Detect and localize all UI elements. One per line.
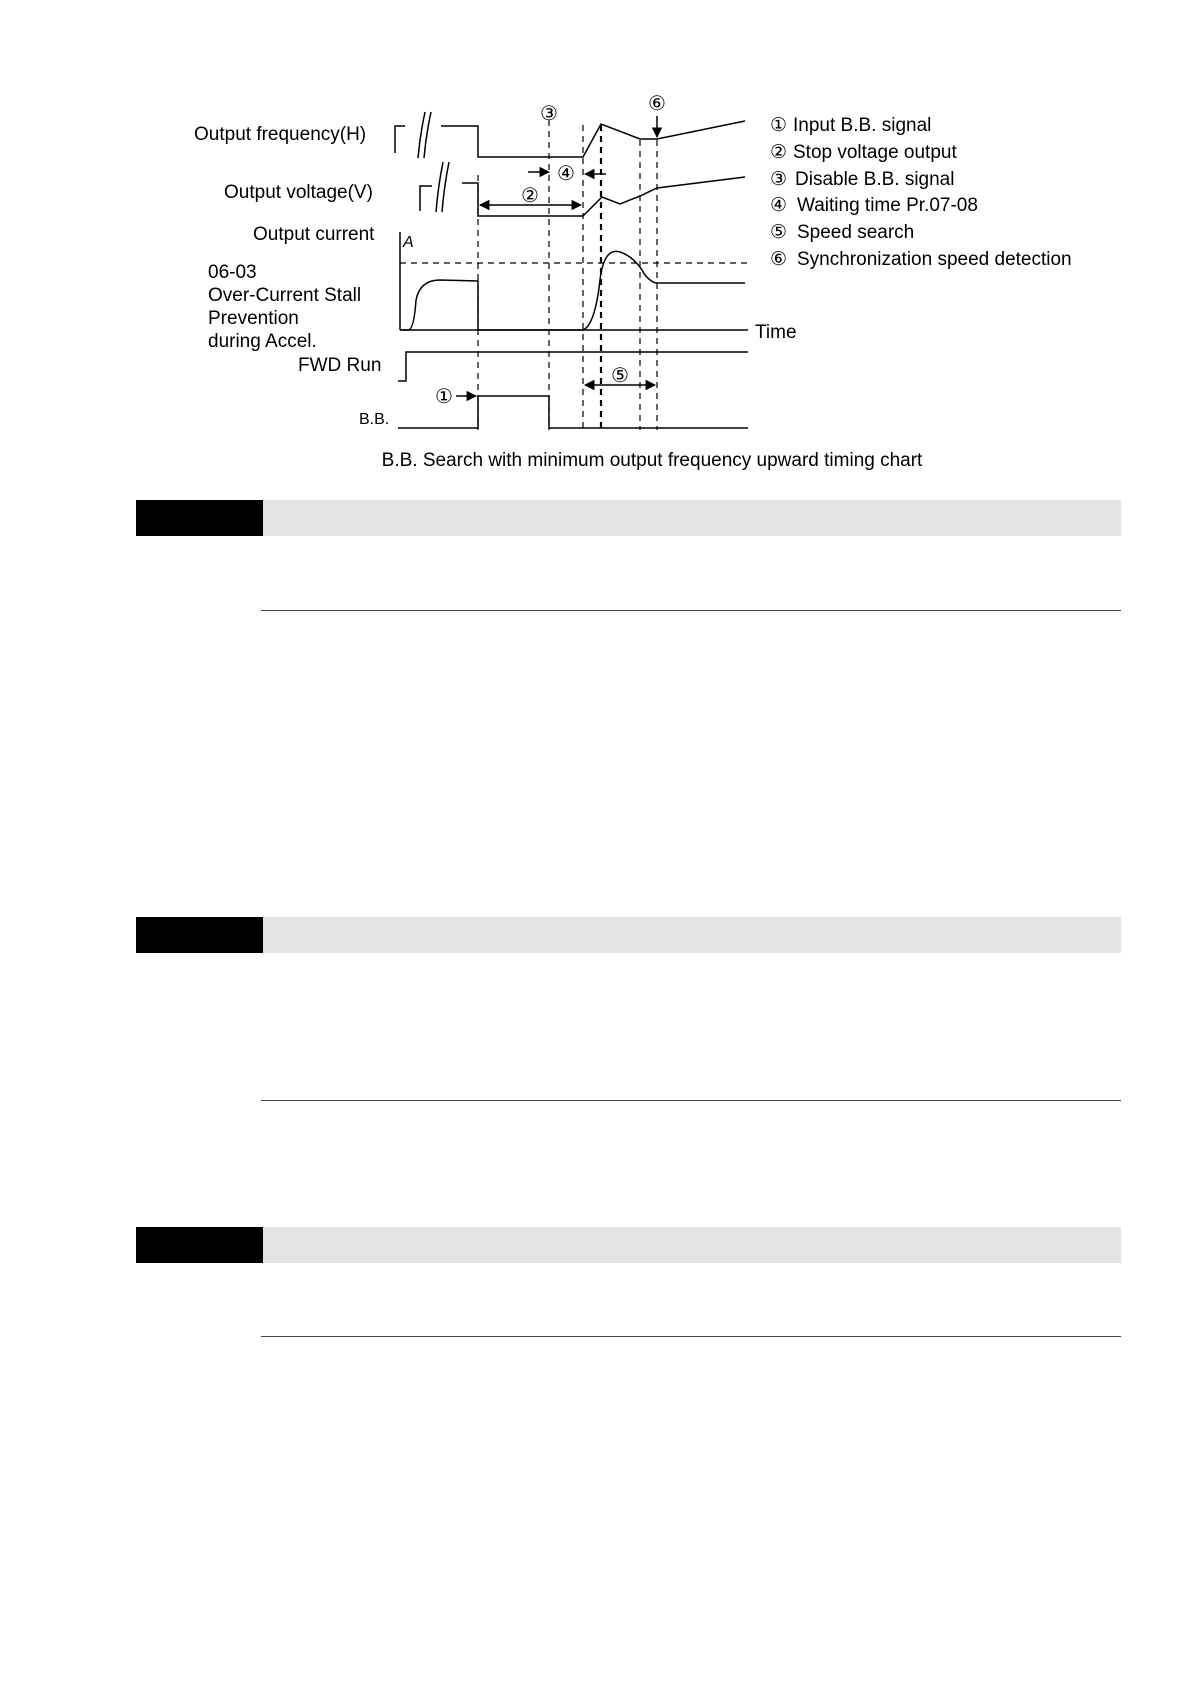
marker-4: ④	[557, 163, 575, 185]
legend-num: ④	[770, 195, 788, 216]
bb-label: B.B.	[359, 411, 390, 428]
stall-level-label-2: Over-Current Stall	[208, 285, 362, 306]
current-axis-label: A	[403, 234, 414, 251]
output-frequency-label: Output frequency(H)	[194, 124, 367, 145]
legend-num: ①	[770, 115, 788, 136]
output-current-label: Output current	[253, 224, 375, 245]
legend-text: Speed search	[797, 222, 915, 243]
marker-2: ②	[521, 185, 539, 207]
section-header-3	[136, 1227, 1121, 1263]
marker-1: ①	[435, 386, 453, 408]
section-code-3	[136, 1227, 263, 1263]
fwd-run-waveform	[398, 352, 748, 381]
section-divider-3	[261, 1336, 1121, 1337]
stall-level-label-1: 06-03	[208, 262, 257, 283]
legend-text: Stop voltage output	[793, 142, 957, 163]
legend-num: ②	[770, 142, 788, 163]
legend-text: Synchronization speed detection	[797, 249, 1072, 270]
section-divider-1	[261, 610, 1121, 611]
fwd-run-label: FWD Run	[298, 355, 382, 376]
stall-level-label-3: Prevention	[208, 308, 299, 329]
legend	[770, 115, 1072, 270]
figure-caption: B.B. Search with minimum output frequency upward timing chart	[381, 450, 923, 471]
legend-text: Disable B.B. signal	[795, 169, 955, 190]
section-divider-2	[261, 1100, 1121, 1101]
legend-num: ⑥	[770, 249, 788, 270]
marker-3: ③	[540, 103, 558, 125]
current-waveform	[400, 251, 745, 330]
legend-text: Input B.B. signal	[793, 115, 932, 136]
bb-search-timing-chart	[0, 0, 1190, 480]
marker-5: ⑤	[611, 365, 629, 387]
stall-level-label-4: during Accel.	[208, 331, 317, 352]
legend-text: Waiting time Pr.07-08	[797, 195, 978, 216]
section-code-1	[136, 500, 263, 536]
section-code-2	[136, 917, 263, 953]
section-header-1	[136, 500, 1121, 536]
marker-6: ⑥	[648, 93, 666, 115]
output-voltage-label: Output voltage(V)	[224, 182, 373, 203]
time-axis-label: Time	[755, 322, 797, 343]
legend-num: ③	[770, 169, 788, 190]
legend-num: ⑤	[770, 222, 788, 243]
section-header-2	[136, 917, 1121, 953]
frequency-waveform	[395, 112, 745, 158]
